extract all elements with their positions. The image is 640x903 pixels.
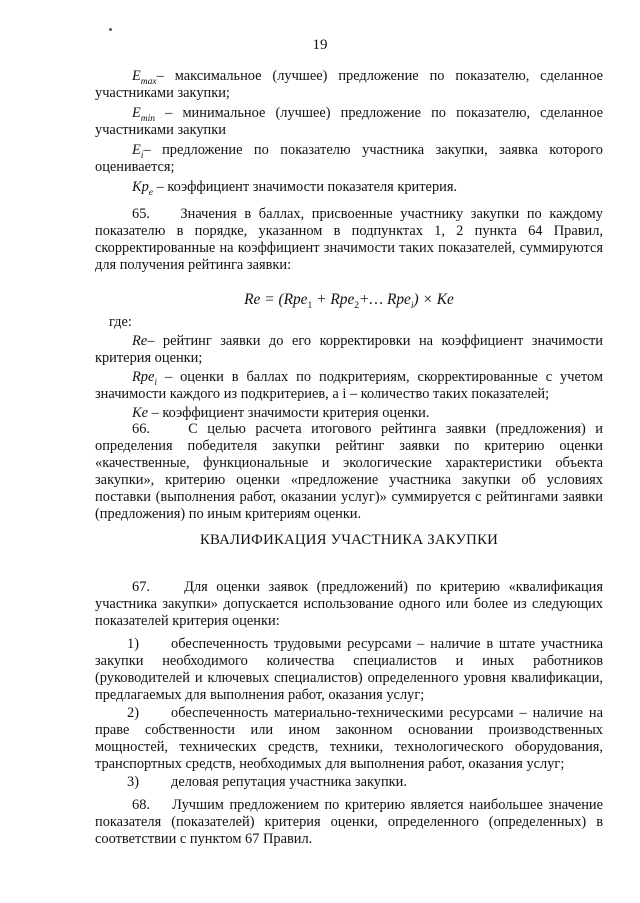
paragraph-67: 67. Для оценки заявок (предложений) по критерию «квалификация участника закупки» допускается использование одного или более из следующих показателей критерия оценки: bbox=[95, 579, 603, 629]
paragraph-68-block bbox=[95, 797, 603, 848]
rating-formula: Re = (Rpe$_1$ + Rpe$_2$+… Rpe$_i$) × Ke bbox=[244, 291, 454, 312]
paragraph-66-block bbox=[95, 421, 603, 523]
paragraph-68: 68. Лучшим предложением по критерию является наибольшее значение показателя (показателей) критерия оценки, определенного (определенных) в соответствии с пунктом 67 Правил. bbox=[95, 797, 603, 847]
list-item: 3) деловая репутация участника закупки. bbox=[127, 774, 407, 790]
page-number: 19 bbox=[312, 37, 328, 53]
criteria-list bbox=[95, 636, 603, 791]
def-emin: $E_{min}$ – минимальное (лучшее) предложение по показателю, сделанное участниками закупки bbox=[95, 105, 603, 138]
def-ke: Ke – коэффициент значимости критерия оценки. bbox=[132, 405, 430, 421]
paragraph-67-block bbox=[95, 579, 603, 630]
def-kpe: $Kp_e$ – коэффициент значимости показателя критерия. bbox=[132, 179, 458, 198]
def-re: Re– рейтинг заявки до его корректировки на коэффициент значимости критерия оценки; bbox=[95, 333, 603, 366]
section-heading: КВАЛИФИКАЦИЯ УЧАСТНИКА ЗАКУПКИ bbox=[199, 532, 499, 548]
def-rpei: Rpe$_i$ – оценки в баллах по подкритериям, скорректированные с учетом значимости каждого из подкритериев, а i – количество таких показателей; bbox=[95, 369, 603, 402]
paragraph-65: 65. Значения в баллах, присвоенные участнику закупки по каждому показателю в порядке, указанном в подпунктах 1, 2 пункта 64 Правил, скорректированные на коэффициент значимости таких показателей, суммируются для получения рейтинга заявки: bbox=[95, 206, 603, 273]
scan-speck bbox=[109, 28, 112, 31]
paragraph-65-block bbox=[95, 206, 603, 274]
formula-block bbox=[95, 291, 603, 312]
def-emax: $E_{max}-$ максимальное (лучшее) предложение по показателю, сделанное участниками закупки; bbox=[95, 68, 603, 101]
def-ei: $E_i-$ предложение по показателю участника закупки, заявка которого оценивается; bbox=[95, 142, 603, 175]
definitions-top bbox=[95, 68, 603, 196]
definitions-bottom bbox=[95, 314, 603, 422]
list-item: 1) обеспеченность трудовыми ресурсами – наличие в штате участника закупки необходимого количества специалистов и иных работников (руководителей и ключевых специалистов) определенного уровня квалификации, предлагаемых для выполнения работ, оказания услуг; bbox=[95, 636, 603, 703]
section-heading-block bbox=[95, 532, 603, 549]
paragraph-66: 66. С целью расчета итогового рейтинга заявки (предложения) и определения победителя закупки рейтинг заявки по критерию оценки «качественные, функциональные и экологические характеристики объекта закупки», критерию оценки «предложение участника закупки об условиях поставки (выполнения работ, оказании услуг)» суммируется с рейтингами заявки (предложения) по иным критериям оценки. bbox=[95, 421, 603, 522]
where-label: где: bbox=[109, 314, 132, 330]
list-item: 2) обеспеченность материально-техническими ресурсами – наличие на праве собственности или ином законном основании производственных мощностей, технических средств, техники, технологического оборудования, транспортных средств, необходимых для выполнения работ, оказания услуг; bbox=[95, 705, 603, 772]
